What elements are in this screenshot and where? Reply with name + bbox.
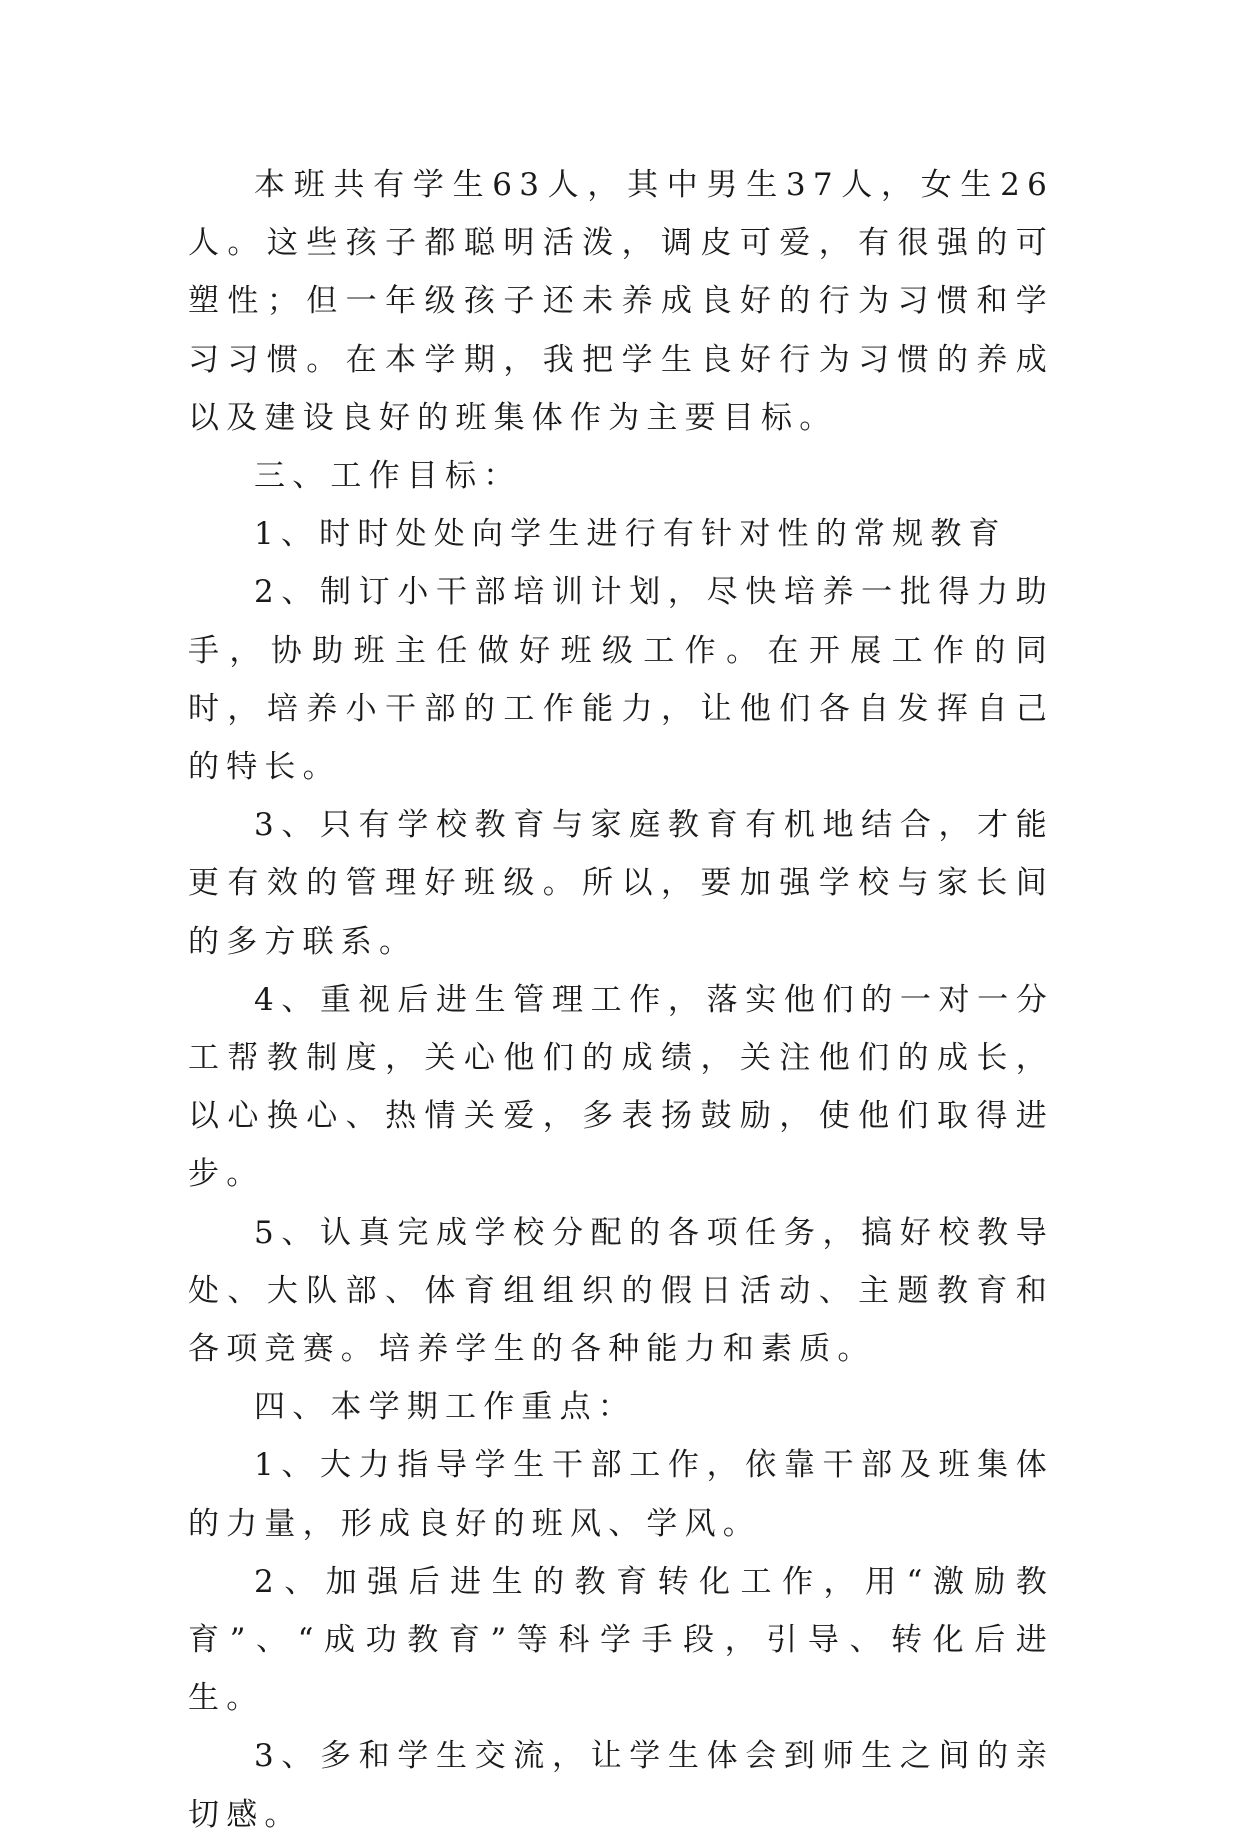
goal-item-4: 4、重视后进生管理工作，落实他们的一对一分工帮教制度，关心他们的成绩，关注他们的成长，以心换心、热情关爱，多表扬鼓励，使他们取得进步。 bbox=[188, 981, 1054, 1193]
focus-item-2: 2、加强后进生的教育转化工作，用“激励教育”、“成功教育”等科学手段，引导、转化后进生。 bbox=[188, 1563, 1054, 1717]
goal-item-3: 3、只有学校教育与家庭教育有机地结合，才能更有效的管理好班级。所以，要加强学校与家长间的多方联系。 bbox=[188, 807, 1054, 960]
heading-semester-focus: 四、本学期工作重点： bbox=[254, 1389, 636, 1426]
goal-item-5: 5、认真完成学校分配的各项任务，搞好校教导处、大队部、体育组组织的假日活动、主题教育和各项竞赛。培养学生的各种能力和素质。 bbox=[188, 1214, 1054, 1368]
goal-item-2: 2、制订小干部培训计划，尽快培养一批得力助手，协助班主任做好班级工作。在开展工作的同时，培养小干部的工作能力，让他们各自发挥自己的特长。 bbox=[188, 574, 1054, 786]
paragraph-class-overview: 本班共有学生63人，其中男生37人，女生26人。这些孩子都聪明活泼，调皮可爱，有很强的可塑性；但一年级孩子还未养成良好的行为习惯和学习习惯。在本学期，我把学生良好行为习惯的养成以及建设良好的班集体作为主要目标。 bbox=[188, 167, 1054, 436]
document-body bbox=[188, 156, 1054, 1844]
goal-item-1: 1、时时处处向学生进行有针对性的常规教育 bbox=[254, 516, 1007, 553]
focus-item-3: 3、多和学生交流，让学生体会到师生之间的亲切感。 bbox=[188, 1738, 1054, 1833]
heading-work-goals: 三、工作目标： bbox=[254, 458, 522, 495]
focus-item-1: 1、大力指导学生干部工作，依靠干部及班集体的力量，形成良好的班风、学风。 bbox=[188, 1447, 1054, 1542]
